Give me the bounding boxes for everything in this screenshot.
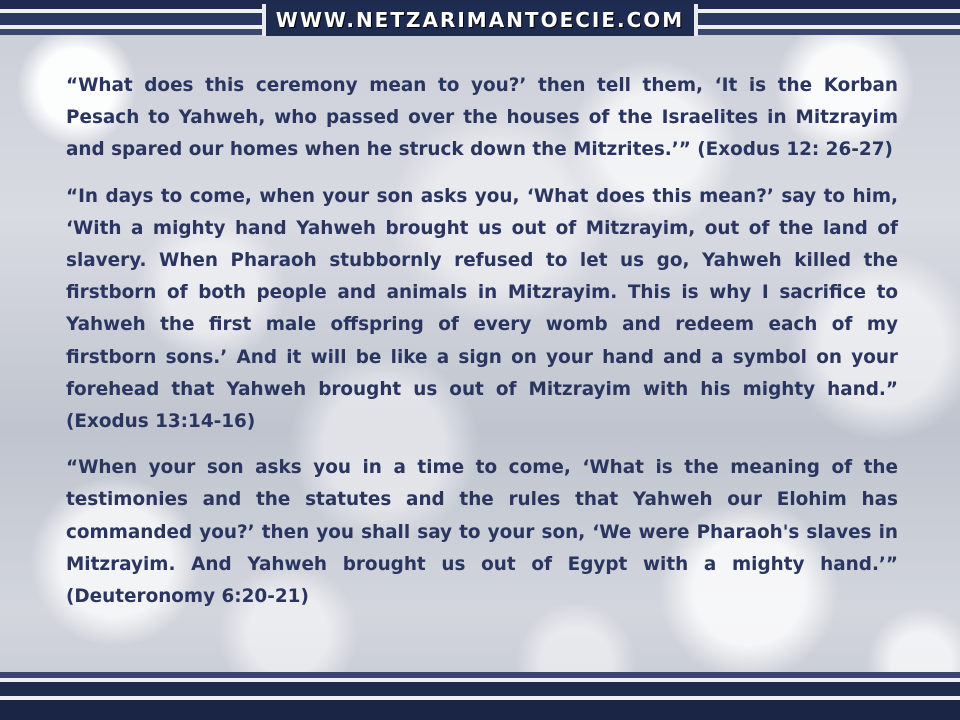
passage-exodus-13: “In days to come, when your son asks you, ‘What does this mean?’ say to him, ‘With a mighty hand Yahweh brought us out of Mitzrayim, out of the land of slavery. When Pharaoh stubbornly refused to let us go, Yahweh killed the firstborn of both people and animals in Mitzrayim. This is why I sacrifice to Yahweh the first male offspring of every womb and redeem each of my firstborn sons.’ And it will be like a sign on your hand and a symbol on your forehead that Yahweh brought us out of Mitzrayim with his mighty hand.” (Exodus 13:14-16)	[66, 185, 898, 433]
passage-exodus-12: “What does this ceremony mean to you?’ then tell them, ‘It is the Korban Pesach to Yahweh, who passed over the houses of the Israelites in Mitzrayim and spared our homes when he struck down the Mitzrites.’” (Exodus 12: 26-27)	[66, 75, 898, 161]
banner-stripe	[0, 700, 960, 720]
top-banner	[0, 0, 960, 40]
bottom-banner	[0, 672, 960, 720]
banner-stripe	[0, 682, 960, 696]
scripture-content	[66, 70, 898, 627]
site-title: WWW.NETZARIMANTOECIE.COM	[275, 8, 685, 32]
site-title-box	[262, 4, 698, 36]
passage-deuteronomy-6: “When your son asks you in a time to come, ‘What is the meaning of the testimonies and the statutes and the rules that Yahweh our Elohim has commanded you?’ then you shall say to your son, ‘We were Pharaoh's slaves in Mitzrayim. And Yahweh brought us out of Egypt with a mighty hand.’” (Deuteronomy 6:20-21)	[66, 457, 898, 608]
